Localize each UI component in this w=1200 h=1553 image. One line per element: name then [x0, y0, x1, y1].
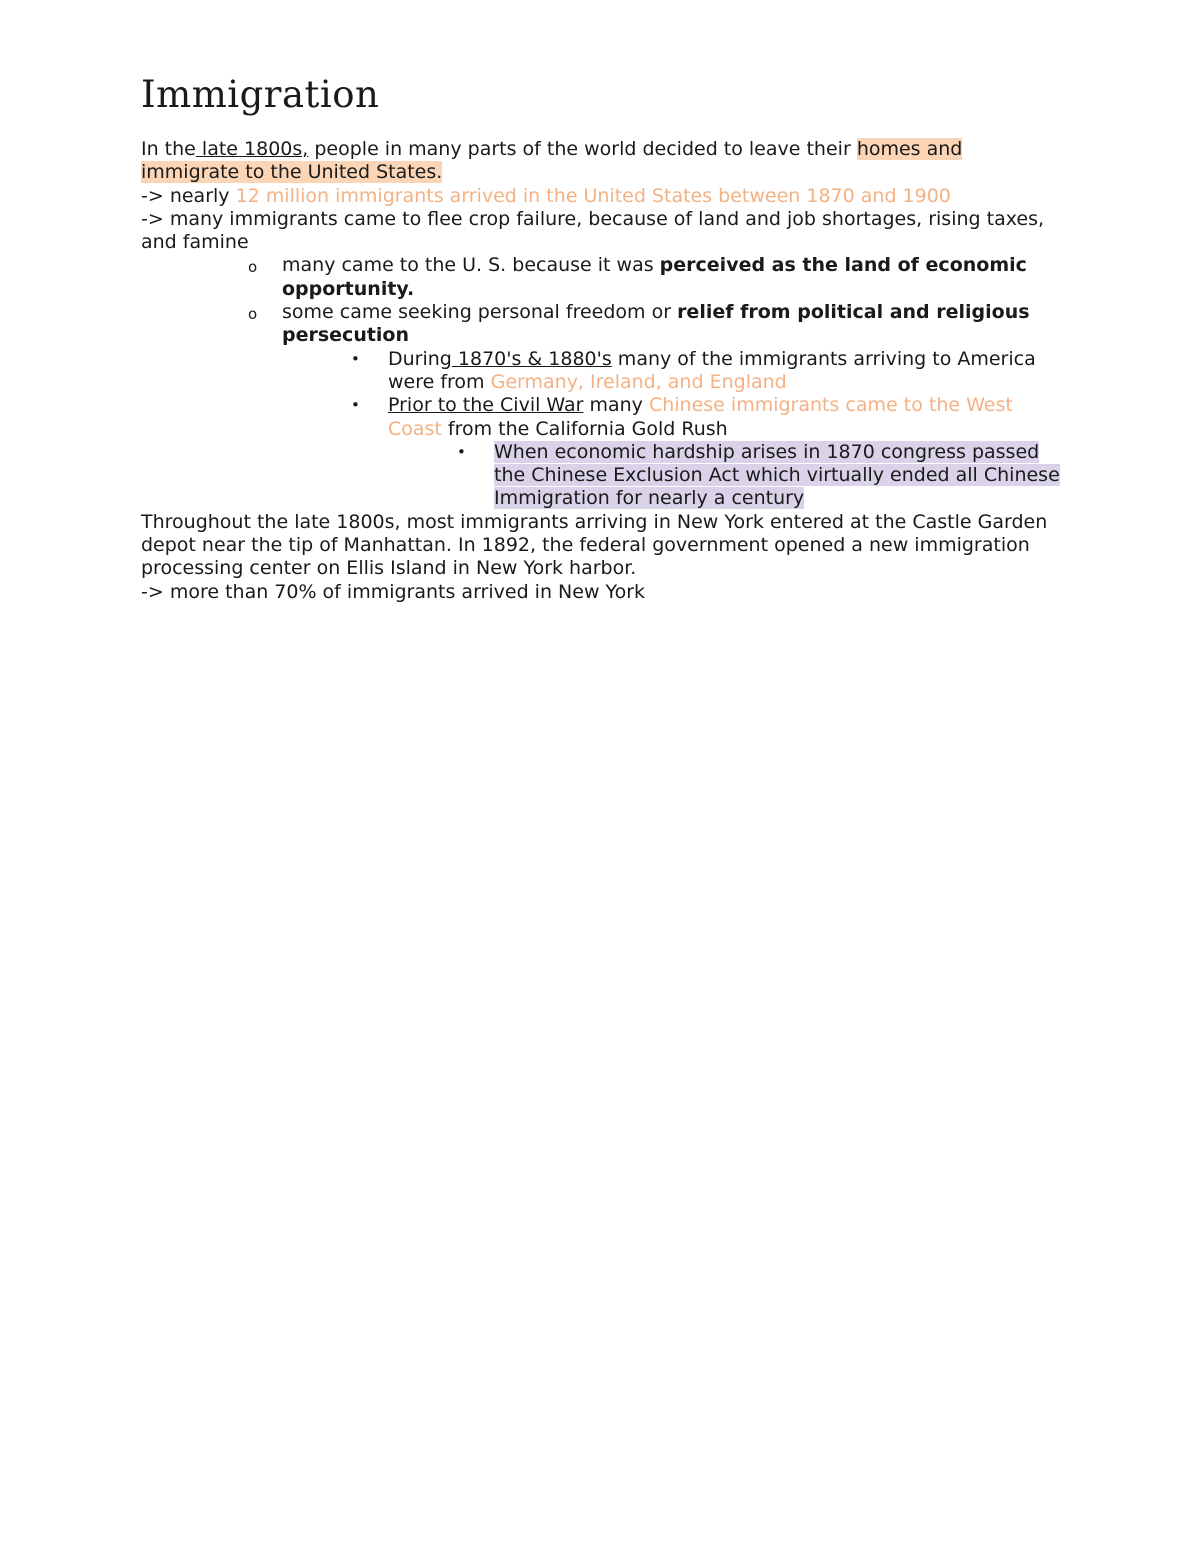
- list-item-underlined-text: Prior to the Civil War: [388, 394, 584, 417]
- list-item-colored-text: Chinese immigrants came to the West Coast: [388, 394, 1013, 440]
- list-item-text-2: many of the immigrants arriving to America were from: [388, 347, 1036, 393]
- intro-text-2: people in many parts of the world decided to leave their: [308, 138, 857, 160]
- dot-bullet-icon: •: [351, 349, 360, 368]
- list-item-economic-opportunity: [141, 254, 1061, 301]
- intro-highlight-homes: homes and immigrate to the United States.: [141, 138, 963, 184]
- page-title: Immigration: [141, 73, 380, 116]
- arrow-line-crop-failure: -> many immigrants came to flee crop failure, because of land and job shortages, rising taxes, and famine: [141, 207, 1045, 254]
- list-item-text-2: from the California Gold Rush: [441, 417, 728, 440]
- intro-text-1: In the: [141, 138, 196, 160]
- circle-bullet-icon: o: [248, 305, 258, 324]
- dot-bullet-icon: •: [351, 396, 360, 415]
- list-item-bold-text: perceived as the land of economic opportunity.: [282, 254, 1027, 300]
- list-item-highlighted-text: When economic hardship arises in 1870 congress passed the Chinese Exclusion Act which virtually ended all Chinese Immigration for nearly a century: [494, 440, 1060, 510]
- list-item-text: many: [583, 394, 649, 417]
- arrow-line-70-percent: -> more than 70% of immigrants arrived in New York: [141, 580, 646, 603]
- list-item-civil-war: [141, 394, 1061, 441]
- list-item-colored-text: Germany, Ireland, and England: [490, 370, 787, 393]
- list-item-text: During: [388, 347, 452, 370]
- circle-bullet-icon: o: [248, 258, 258, 277]
- list-item-chinese-exclusion-act: [141, 441, 1061, 511]
- castle-garden-paragraph: Throughout the late 1800s, most immigrants arriving in New York entered at the Castle Garden depot near the tip of Manhattan. In 1892, the federal government opened a new immigration processing center on Ellis Island in New York harbor.: [141, 510, 1048, 580]
- list-item-1870s-1880s: [141, 348, 1061, 395]
- list-item-text: some came seeking personal freedom or: [282, 301, 678, 324]
- intro-paragraph: [141, 138, 1061, 185]
- list-item-personal-freedom: [141, 301, 1061, 348]
- arrow-line-12-million: [141, 185, 1061, 208]
- arrow-line-12-million-prefix: -> nearly: [141, 184, 236, 207]
- list-item-text: many came to the U. S. because it was: [282, 254, 660, 277]
- arrow-line-12-million-colored: 12 million immigrants arrived in the United States between 1870 and 1900: [235, 184, 951, 207]
- list-item-bold-text: relief from political and religious persecution: [282, 301, 1030, 347]
- dot-bullet-icon: •: [457, 442, 466, 461]
- intro-underlined-late-1800s: late 1800s,: [195, 138, 309, 160]
- list-item-underlined-text: 1870's & 1880's: [451, 347, 612, 370]
- document-page: [141, 72, 1061, 604]
